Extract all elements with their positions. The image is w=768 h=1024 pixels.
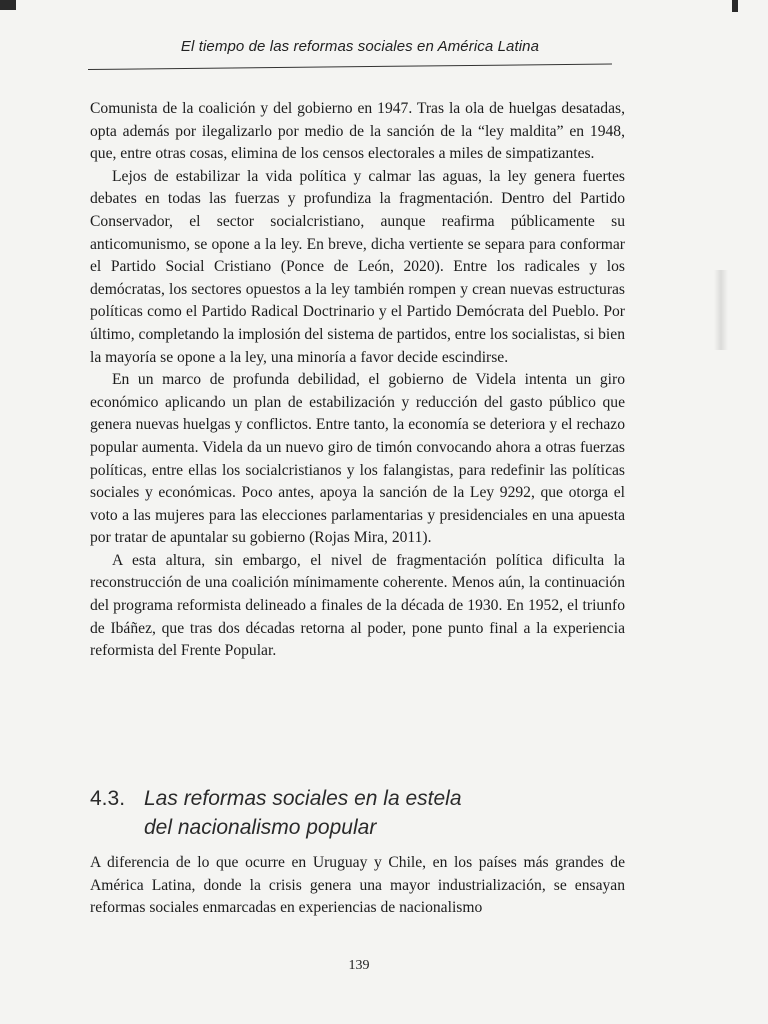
running-head: El tiempo de las reformas sociales en América Latina bbox=[180, 38, 540, 55]
section-number: 4.3. bbox=[90, 787, 126, 810]
paragraph: A esta altura, sin embargo, el nivel de fragmentación política dificulta la reconstrucción de una coalición mínimamente coherente. Menos aún, la continuación del programa reformista delineado a finales de la década de 1930. En 1952, el triunfo de Ibáñez, que tras dos décadas retorna al poder, pone punto final a la experiencia reformista del Frente Popular. bbox=[90, 551, 625, 660]
section-title-line2: del nacionalismo popular bbox=[144, 816, 377, 839]
header-rule bbox=[88, 64, 612, 70]
paragraph: En un marco de profunda debilidad, el gobierno de Videla intenta un giro económico aplicando un plan de estabilización y reducción del gasto público que genera nuevas huelgas y conflictos. Entre tanto, la economía se deteriora y el rechazo popular aumenta. Videla da un nuevo giro de timón convocando ahora a otras fuerzas políticas, entre ellas los socialcristianos y los falangistas, para redefinir las políticas sociales y económicas. Poco antes, apoya la sanción de la Ley 9292, que otorga el voto a las mujeres para las elecciones parlamentarias y presidenciales en una apuesta por tratar de apuntalar su gobierno (Rojas Mira, 2011). bbox=[90, 371, 625, 547]
section-heading bbox=[90, 784, 625, 842]
page-number: 139 bbox=[348, 958, 370, 973]
scan-corner-mark bbox=[0, 0, 16, 10]
scan-edge-shadow bbox=[714, 270, 728, 350]
section-body-text bbox=[90, 852, 625, 920]
paragraph: Comunista de la coalición y del gobierno en 1947. Tras la ola de huelgas desatadas, opta además por ilegalizarlo por medio de la sanción de la “ley maldita” en 1948, que, entre otras cosas, elimina de los censos electorales a miles de simpatizantes. bbox=[90, 100, 625, 163]
section-title-line1: Las reformas sociales en la estela bbox=[144, 787, 462, 810]
scan-corner-mark bbox=[732, 0, 738, 12]
body-text bbox=[90, 98, 625, 663]
paragraph: Lejos de estabilizar la vida política y calmar las aguas, la ley genera fuertes debates en todas las fuerzas y profundiza la fragmentación. Dentro del Partido Conservador, el sector socialcristiano, aunque reafirma públicamente su anticomunismo, se opone a la ley. En breve, dicha vertiente se separa para conformar el Partido Social Cristiano (Ponce de León, 2020). Entre los radicales y los demócratas, los sectores opuestos a la ley también rompen y crean nuevas estructuras políticas como el Partido Radical Doctrinario y el Partido Demócrata del Pueblo. Por último, completando la implosión del sistema de partidos, entre los socialistas, si bien la mayoría se opone a la ley, una minoría a favor decide escindirse. bbox=[90, 167, 625, 366]
paragraph: A diferencia de lo que ocurre en Uruguay y Chile, en los países más grandes de América Latina, donde la crisis genera una mayor industrialización, se ensayan reformas sociales enmarcadas en experiencias de nacionalismo bbox=[90, 854, 625, 917]
